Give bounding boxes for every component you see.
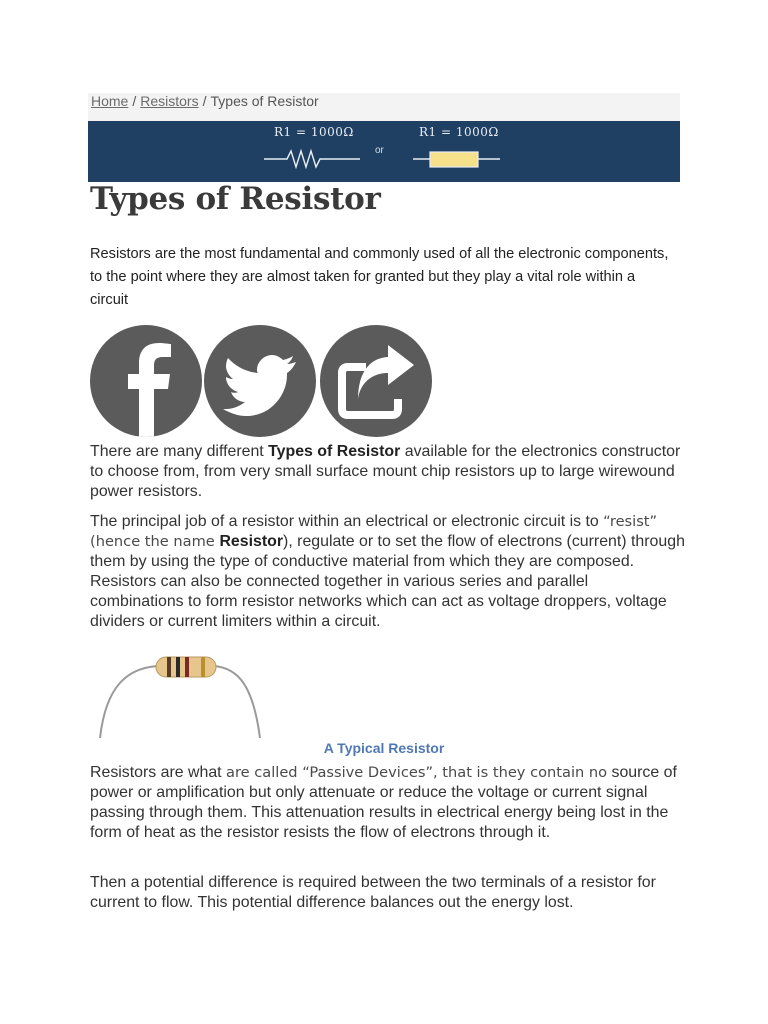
text-span: ), regulate or to set the flow of electrons (current) through them by using the type of conductive material from which they are composed. Resistors can also be connected together in various series and parallel combinations to form resistor networks which can act as voltage droppers, voltage dividers or current limiters within a circuit.	[90, 533, 685, 631]
twitter-icon	[204, 325, 316, 437]
facebook-icon	[90, 325, 202, 437]
text-span: The principal job of a resistor within an electrical or electronic circuit is to	[90, 513, 604, 530]
resistor-image	[88, 640, 278, 740]
banner-label-right: R1 = 1000Ω	[419, 125, 499, 139]
breadcrumb-home-link[interactable]: Home	[91, 93, 129, 109]
paragraph-passive-devices	[90, 763, 685, 843]
breadcrumb-separator: /	[202, 93, 207, 109]
banner-or-text: or	[375, 145, 384, 156]
text-span: are called “Passive Devices”, that is they contain no	[226, 764, 608, 781]
breadcrumb-separator: /	[132, 93, 137, 109]
resistor-photo-icon	[88, 640, 278, 740]
facebook-share-button[interactable]	[90, 325, 202, 437]
breadcrumb-current: Types of Resistor	[210, 93, 319, 109]
banner-label-left: R1 = 1000Ω	[274, 125, 354, 139]
breadcrumb	[88, 93, 680, 121]
share-icon	[320, 325, 432, 437]
page-title: Types of Resistor	[90, 181, 381, 217]
paragraph-types	[90, 442, 685, 502]
share-button[interactable]	[320, 325, 432, 437]
intro-paragraph: Resistors are the most fundamental and commonly used of all the electronic components, to the point where they are almost taken for granted but they play a vital role within a circuit	[90, 246, 669, 308]
image-caption: A Typical Resistor	[323, 740, 445, 756]
breadcrumb-resistors-link[interactable]: Resistors	[140, 93, 199, 109]
resistor-symbols-icon	[88, 121, 680, 182]
text-span: Resistors are what	[90, 764, 227, 781]
text-span: There are many different	[90, 443, 269, 460]
resistor-symbol-banner	[88, 121, 680, 182]
paragraph-potential-difference: Then a potential difference is required between the two terminals of a resistor for current to flow. This potential difference balances out the energy lost.	[90, 874, 656, 912]
bold-term: Resistor	[219, 533, 284, 551]
text-span: available for the electronics constructor to choose from, from very small surface mount chip resistors up to large wirewound power resistors.	[90, 443, 681, 501]
text-span: source of power or amplification but only attenuate or reduce the voltage or current signal passing through them. This attenuation results in electrical energy being lost in the form of heat as the resistor resists the flow of electrons through it.	[90, 764, 677, 842]
twitter-share-button[interactable]	[204, 325, 316, 437]
bold-term: Types of Resistor	[268, 443, 401, 460]
paragraph-principal-job	[90, 512, 685, 633]
text-span: “resist” (hence the name	[90, 513, 658, 551]
